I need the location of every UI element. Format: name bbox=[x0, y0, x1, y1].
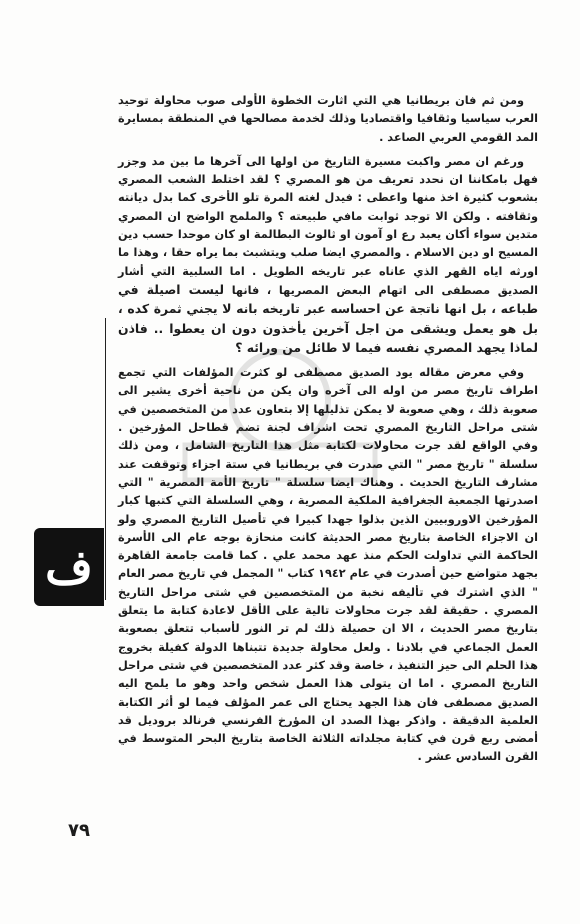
section-letter-tab bbox=[34, 528, 104, 606]
paragraph-3 bbox=[118, 364, 538, 767]
page-number: ٧٩ bbox=[68, 820, 90, 841]
emphasized-text: ليست اصيلة في طباعه ، بل انها ناتجة عن احساسه عبر تاريخه بانه لا يجني ثمرة كده ، بل هو يعمل ويشقى من اجل آخرين يأخذون دون ان يعطوا .. فاذن لماذا يجهد المصري نفسه فيما لا طائل من ورائه ؟ bbox=[118, 281, 538, 355]
paragraph-text: ومن ثم فان بريطانيا هي التي اثارت الخطوة الأولى صوب محاولة توحيد العرب سياسيا وثقافيا واقتصاديا وذلك لخدمة مصالحها في المنطقة بمسايرة المد القومي العربي الصاعد . bbox=[118, 94, 538, 144]
paragraph-2 bbox=[118, 153, 538, 358]
article-body bbox=[118, 92, 538, 773]
paragraph-1 bbox=[118, 92, 538, 147]
margin-rule bbox=[105, 318, 106, 600]
paragraph-text: ورغم ان مصر واكبت مسيرة التاريخ من اولها الى آخرها ما بين مد وجزر فهل بامكاننا ان نحدد تعريف من هو المصري ؟ لقد اختلط الشعب المصري بشعوب كثيرة اخذ منها واعطى : فيدل لغته المرة تلو الأخرى كما بدل ديانته وثقافته . ولكن الا توجد ثوابت مافي طبيعته ؟ والملمح الواضح ان المصري متدين سواء أكان يعبد رع او آمون او ثالوث البطالمة او كان موحدا حسب دين المسيح او دين الاسلام . والمصري ايضا صلب ويتشبث بما يراه حقا ، وهذا ما اورثه اياه القهر الذي عاناه عبر تاريخه الطويل . اما السلبية التي أشار الصديق مصطفى الى اتهام البعض المصريها ، فانها bbox=[118, 154, 539, 297]
section-letter: ف bbox=[45, 540, 93, 594]
paragraph-text: وفي معرض مقاله يود الصديق مصطفى لو كثرت المؤلفات التي تجمع اطراف تاريخ مصر من اوله الى آخره وان يكن من ناحية أخرى يشير الى صعوبة ذلك ، وهي صعوبة لا يمكن تذليلها إلا بتعاون عدد من المتخصصين في شتى مراحل التاريخ المصري تحت اشراف لجنة تضم قطاحل المؤرخين . وفي الواقع لقد جرت محاولات لكتابة مثل هذا التاريخ الشامل ، ومن ذلك سلسلة " تاريخ مصر " التي صدرت في بريطانيا في ستة اجزاء وتوقفت عند مشارف التاريخ الحديث . وهناك ايضا سلسلة " تاريخ الأمة المصرية " التي اصدرتها الجمعية الجغرافية الملكية المصرية ، وهي السلسلة التي كتبها كبار المؤرخين الاوروبيين الذين بذلوا جهدا كبيرا في تأصيل التاريخ المصري ولو ان الاجزاء الخاصة بتاريخ مصر الحديثة كانت منحازة بوجه عام الى الأسرة الحاكمة التي تداولت الحكم منذ عهد محمد علي . كما قامت جامعة القاهرة بجهد متواضع حين أصدرت في عام ١٩٤٢ كتاب " المجمل في تاريخ مصر العام " الذي اشترك في تأليفه نخبة من المتخصصين في شتى مراحل التاريخ المصري . حقيقة لقد جرت محاولات تالية على الأقل لاعادة كتابة ما يتعلق بتاريخ مصر الحديث ، الا ان حصيلة ذلك لم تر النور لأسباب تتعلق بصعوبة العمل الجماعي في بلادنا . ولعل محاولة جديدة تتبناها الدولة كفيلة بخروج هذا الحلم الى حيز التنفيذ ، خاصة وقد كثر عدد المتخصصين في شتى مراحل التاريخ المصري . اما ان يتولى هذا العمل شخص واحد وهو ما يلمح اليه الصديق مصطفى فان هذا الجهد يحتاج الى عمر المؤلف فيما لو أثر الكتابة العلمية الدقيقة . واذكر بهذا الصدد ان المؤرخ الفرنسي فرنالد بروديل قد أمضى ربع قرن في كتابة مجلداته الثلاثة الخاصة بتاريخ البحر المتوسط في القرن السادس عشر . bbox=[118, 366, 539, 764]
